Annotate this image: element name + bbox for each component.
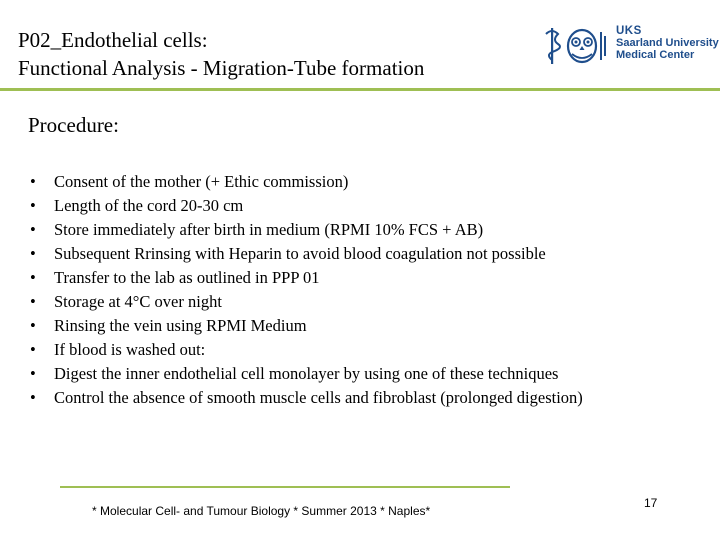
list-item-text: Control the absence of smooth muscle cells and fibroblast (prolonged digestion) (54, 388, 583, 407)
header-divider (0, 88, 720, 91)
bullet-icon: • (30, 268, 36, 287)
logo-line-2: Medical Center (616, 49, 695, 61)
list-item-text: Subsequent Rrinsing with Heparin to avoid blood coagulation not possible (54, 244, 546, 263)
list-item-text: Store immediately after birth in medium (RPMI 10% FCS + AB) (54, 220, 484, 239)
slide-title-line-2: Functional Analysis - Migration-Tube formation (18, 56, 425, 80)
list-item (30, 290, 583, 314)
logo-line-1: Saarland University (616, 37, 719, 49)
list-item (30, 314, 583, 338)
bullet-icon: • (30, 364, 36, 383)
bullet-icon: • (30, 292, 36, 311)
bullet-icon: • (30, 220, 36, 239)
list-item (30, 170, 583, 194)
list-item-text: Consent of the mother (+ Ethic commission) (54, 172, 349, 191)
list-item (30, 194, 583, 218)
list-item-text: If blood is washed out: (54, 340, 206, 359)
list-item (30, 338, 583, 362)
list-item-text: Storage at 4°C over night (54, 292, 222, 311)
logo-text (616, 25, 719, 61)
logo-abbr: UKS (616, 25, 642, 37)
footer-divider (60, 486, 510, 488)
slide-title-line-1: P02_Endothelial cells: (18, 28, 208, 52)
list-item (30, 362, 583, 386)
slide-title (18, 26, 518, 82)
uks-emblem-icon (540, 24, 610, 68)
section-title: Procedure: (28, 113, 119, 137)
list-item-text: Rinsing the vein using RPMI Medium (54, 316, 307, 335)
list-item (30, 242, 583, 266)
list-item-text: Digest the inner endothelial cell monolayer by using one of these techniques (54, 364, 559, 383)
list-item-text: Length of the cord 20-30 cm (54, 196, 244, 215)
bullet-icon: • (30, 172, 36, 191)
list-item-text: Transfer to the lab as outlined in PPP 01 (54, 268, 320, 287)
uks-logo (540, 22, 719, 70)
bullet-icon: • (30, 316, 36, 335)
list-item (30, 386, 583, 410)
list-item (30, 266, 583, 290)
bullet-icon: • (30, 340, 36, 359)
page-number: 17 (644, 496, 658, 510)
bullet-icon: • (30, 196, 36, 215)
bullet-icon: • (30, 388, 36, 407)
bullet-icon: • (30, 244, 36, 263)
procedure-list (30, 170, 583, 410)
footer-text: * Molecular Cell- and Tumour Biology * Summer 2013 * Naples* (92, 504, 431, 518)
list-item (30, 218, 583, 242)
